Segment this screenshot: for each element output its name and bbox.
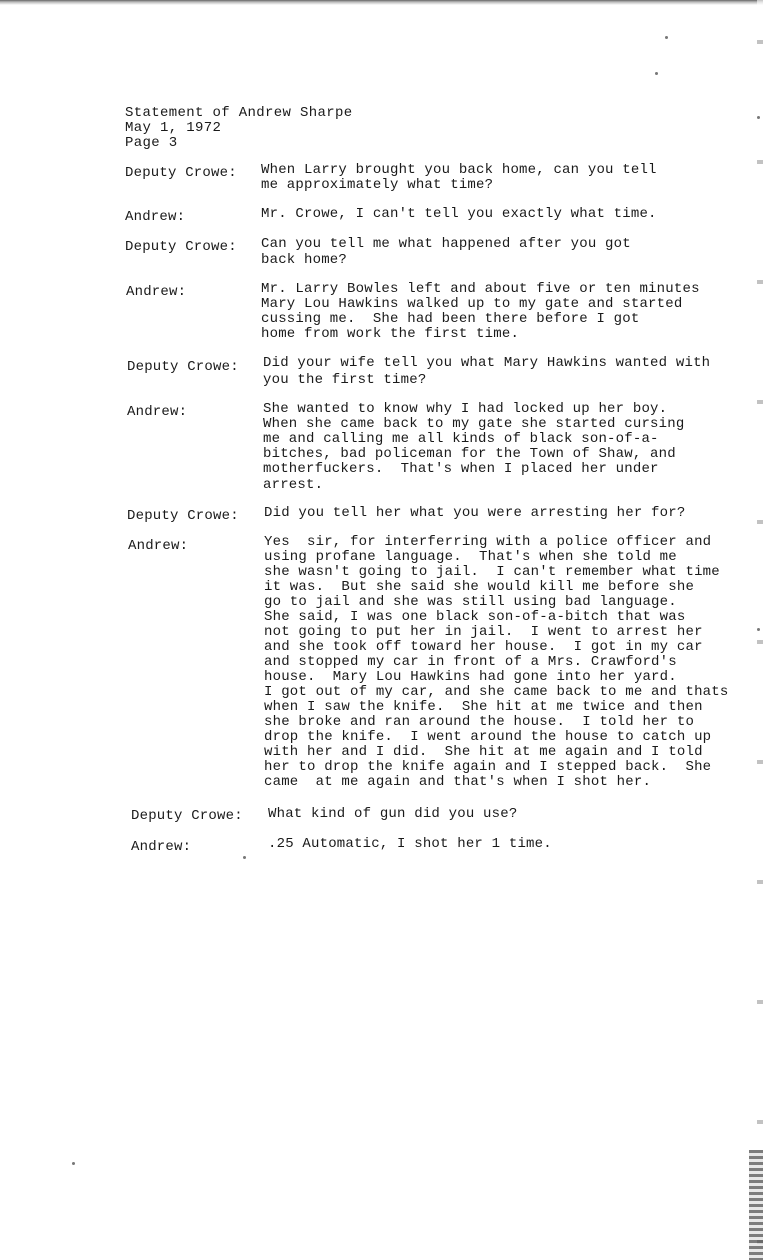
statement-line: me and calling me all kinds of black son-of-a-: [263, 431, 659, 447]
statement-line: and she took off toward her house. I got in my car: [264, 639, 703, 655]
speaker-label: Deputy Crowe:: [131, 808, 243, 824]
scan-speck: [757, 116, 760, 119]
statement-line: When Larry brought you back home, can you tell: [261, 162, 657, 178]
statement-line: back home?: [261, 252, 348, 268]
scan-speck: [757, 628, 760, 631]
statement-line: you the first time?: [263, 372, 427, 388]
statement-line: Mr. Crowe, I can't tell you exactly what time.: [261, 206, 657, 222]
statement-line: cussing me. She had been there before I got: [261, 311, 640, 327]
statement-line: Did you tell her what you were arresting her for?: [264, 505, 686, 521]
statement-line: not going to put her in jail. I went to arrest her: [264, 624, 703, 640]
statement-line: Yes sir, for interferring with a police officer and: [264, 534, 712, 550]
statement-line: What kind of gun did you use?: [268, 806, 518, 822]
scan-speck: [665, 36, 668, 39]
statement-line: Can you tell me what happened after you got: [261, 236, 631, 252]
statement-line: bitches, bad policeman for the Town of Shaw, and: [263, 446, 676, 462]
statement-line: home from work the first time.: [261, 326, 520, 342]
statement-line: She wanted to know why I had locked up her boy.: [263, 401, 668, 417]
statement-line: drop the knife. I went around the house to catch up: [264, 729, 712, 745]
statement-line: Mary Lou Hawkins walked up to my gate and started: [261, 296, 683, 312]
scan-edge-right-bottom: [749, 1150, 763, 1260]
statement-line: when I saw the knife. She hit at me twice and then: [264, 699, 703, 715]
statement-line: Did your wife tell you what Mary Hawkins wanted with: [263, 355, 711, 371]
statement-line: her to drop the knife again and I stepped back. She: [264, 759, 712, 775]
statement-line: she broke and ran around the house. I told her to: [264, 714, 695, 730]
speaker-label: Andrew:: [128, 538, 189, 554]
speaker-label: Deputy Crowe:: [127, 508, 239, 524]
scan-speck: [655, 72, 658, 75]
statement-date: May 1, 1972: [125, 120, 222, 136]
scan-speck: [72, 1162, 75, 1165]
scan-speck: [243, 856, 246, 859]
statement-line: she wasn't going to jail. I can't remember what time: [264, 564, 720, 580]
statement-line: me approximately what time?: [261, 177, 494, 193]
speaker-label: Andrew:: [131, 839, 192, 855]
speaker-label: Deputy Crowe:: [127, 359, 239, 375]
statement-line: .25 Automatic, I shot her 1 time.: [268, 836, 552, 852]
statement-line: house. Mary Lou Hawkins had gone into her yard.: [264, 669, 677, 685]
page-number: Page 3: [125, 135, 178, 151]
statement-line: Mr. Larry Bowles left and about five or ten minutes: [261, 281, 700, 297]
speaker-label: Deputy Crowe:: [125, 239, 237, 255]
statement-line: and stopped my car in front of a Mrs. Crawford's: [264, 654, 677, 670]
statement-line: with her and I did. She hit at me again and I told: [264, 744, 703, 760]
statement-line: motherfuckers. That's when I placed her under: [263, 461, 659, 477]
speaker-label: Andrew:: [125, 209, 186, 225]
statement-line: using profane language. That's when she told me: [264, 549, 677, 565]
statement-title: Statement of Andrew Sharpe: [125, 105, 353, 121]
statement-line: I got out of my car, and she came back to me and thats: [264, 684, 729, 700]
statement-line: She said, I was one black son-of-a-bitch that was: [264, 609, 686, 625]
statement-line: it was. But she said she would kill me before she: [264, 579, 695, 595]
statement-line: came at me again and that's when I shot her.: [264, 774, 652, 790]
speaker-label: Andrew:: [126, 284, 187, 300]
statement-line: arrest.: [263, 477, 324, 493]
statement-line: go to jail and she was still using bad language.: [264, 594, 677, 610]
statement-line: When she came back to my gate she started cursing: [263, 416, 685, 432]
speaker-label: Andrew:: [127, 404, 188, 420]
scan-edge-top: [0, 0, 763, 5]
speaker-label: Deputy Crowe:: [125, 165, 237, 181]
